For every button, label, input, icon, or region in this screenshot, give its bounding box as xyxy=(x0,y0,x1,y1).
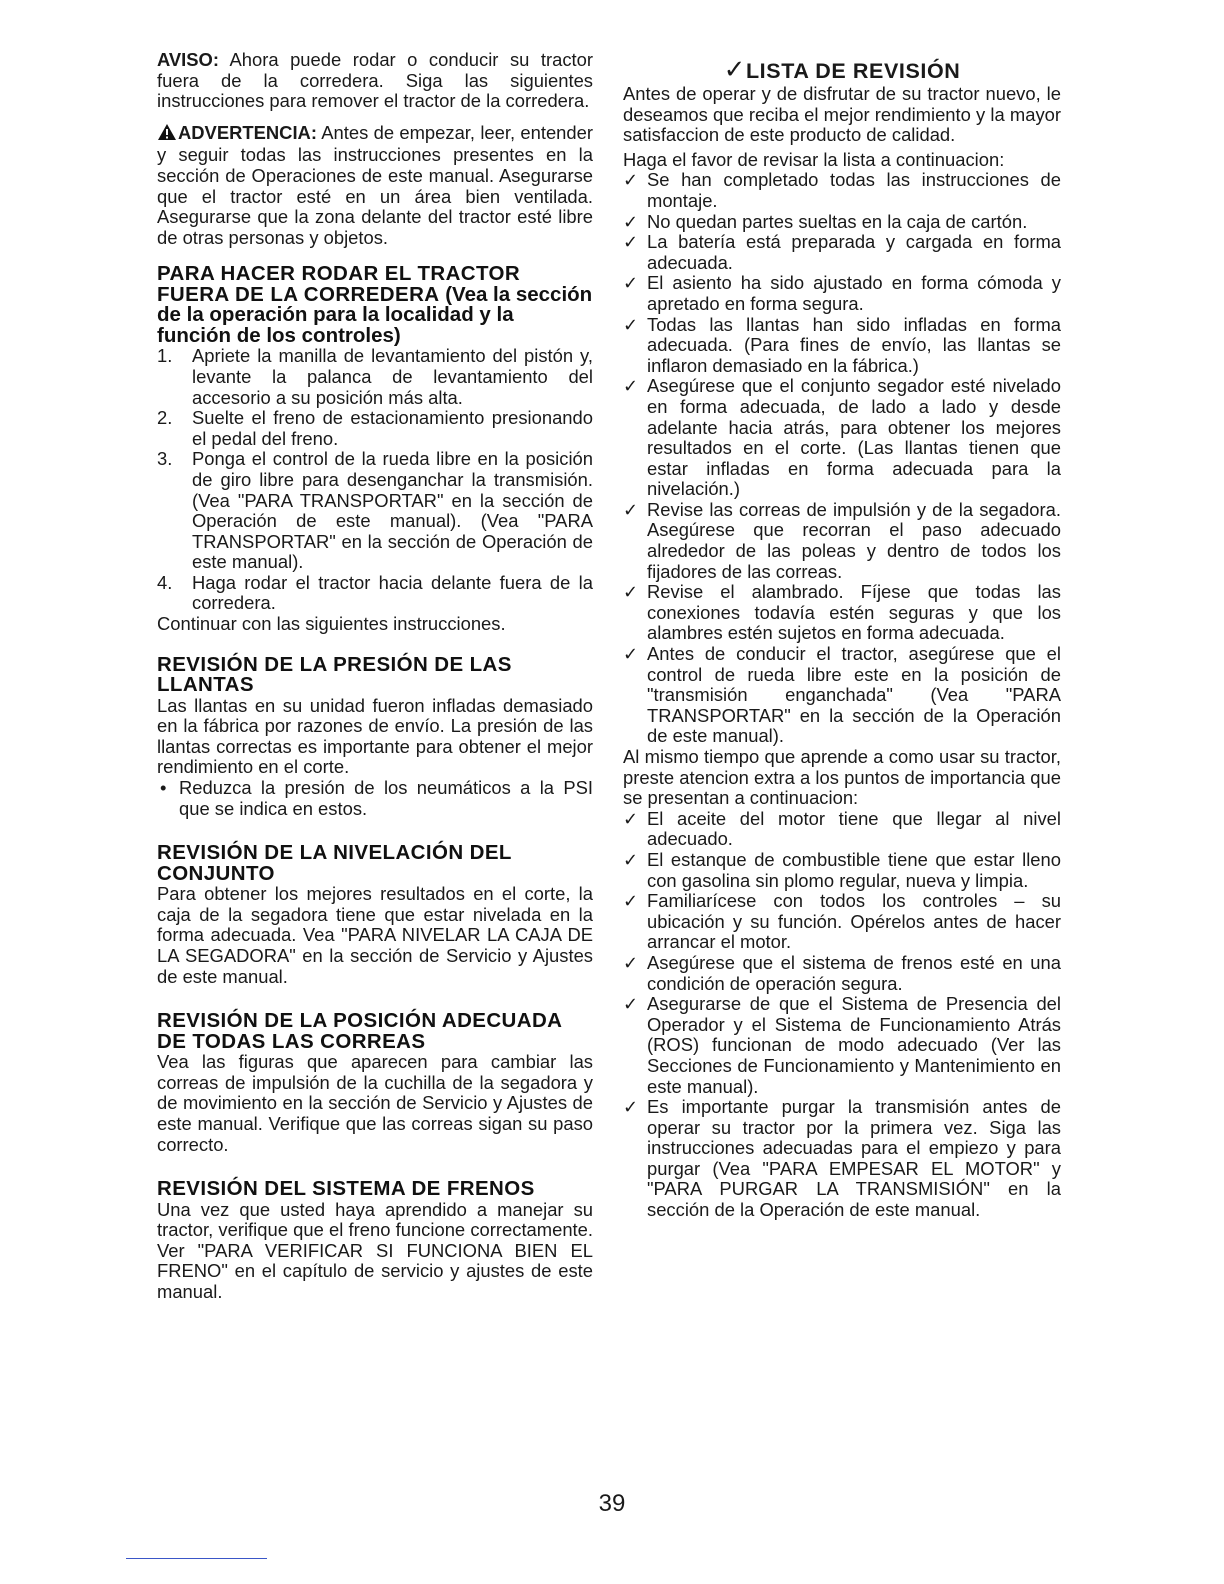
section-presion xyxy=(157,652,593,820)
heading-rodar-tail: (Vea la sección de la operación para la localidad y la función de los controles) xyxy=(157,282,593,347)
check-icon: ✓ xyxy=(623,952,639,973)
checklist-haga: Haga el favor de revisar la lista a continuacion: xyxy=(623,148,1005,170)
presion-text: Las llantas en su unidad fueron infladas demasiado en la fábrica por razones de envío. La presión de las llantas correctas es importante para obtener el mejor rendimiento en el corte. xyxy=(157,694,593,778)
check-icon: ✓ xyxy=(623,849,639,870)
section-nivelacion xyxy=(157,843,593,987)
check-icon: ✓ xyxy=(623,499,639,520)
checklist-title-text: LISTA DE REVISIÓN xyxy=(745,59,961,83)
bullet-icon: • xyxy=(160,777,167,799)
check-text: El aceite del motor tiene que llegar al nivel adecuado. xyxy=(647,807,1061,850)
list-item xyxy=(157,778,593,819)
list-item xyxy=(623,891,1061,953)
list-item xyxy=(623,809,1061,850)
check-text: Antes de conducir el tractor, asegúrese que el control de rueda libre este en la posición de "transmisión enganchada" (Vea "PARA TRANSPORTAR" en la sección de la Operación de este manual). xyxy=(647,643,1061,747)
step-number: 2. xyxy=(157,407,173,429)
section-frenos xyxy=(157,1179,593,1302)
aviso-label: AVISO: xyxy=(157,49,219,70)
heading-frenos: REVISIÓN DEL SISTEMA DE FRENOS xyxy=(157,1177,535,1201)
list-item xyxy=(623,644,1061,747)
heading-presion: REVISIÓN DE LA PRESIÓN DE LAS LLANTAS xyxy=(157,652,512,697)
list-item xyxy=(623,953,1061,994)
check-text: No quedan partes sueltas en la caja de cartón. xyxy=(647,210,1028,232)
step-number: 1. xyxy=(157,345,173,367)
step-number: 3. xyxy=(157,448,173,470)
check-icon: ✓ xyxy=(723,54,746,84)
check-icon: ✓ xyxy=(623,582,639,603)
heading-nivelacion: REVISIÓN DE LA NIVELACIÓN DEL CONJUNTO xyxy=(157,841,512,885)
right-column xyxy=(623,54,1061,1221)
list-item xyxy=(623,170,1061,211)
list-item xyxy=(623,850,1061,891)
check-icon: ✓ xyxy=(623,644,639,665)
list-item xyxy=(623,582,1061,644)
list-item xyxy=(623,994,1061,1097)
bullet-text: Reduzca la presión de los neumáticos a la PSI que se indica en estos. xyxy=(179,777,593,819)
list-item xyxy=(157,449,593,573)
footer-rule xyxy=(126,1558,267,1559)
section-rodar xyxy=(157,264,593,634)
frenos-text: Una vez que usted haya aprendido a manejar su tractor, verifique que el freno funcione correctamente. Ver "PARA VERIFICAR SI FUNCIONA BIEN EL FRENO" en el capítulo de servicio y ajustes de este manual. xyxy=(157,1198,593,1303)
checklist-intro: Antes de operar y de disfrutar de su tractor nuevo, le deseamos que reciba el mejor rendimiento y la mayor satisfaccion de este producto de calidad. xyxy=(623,83,1061,146)
left-column xyxy=(157,50,593,1303)
check-text: Revise el alambrado. Fíjese que todas las conexiones todavía estén seguras y que los alambres estén sujetos en forma adecuada. xyxy=(647,581,1061,644)
list-item xyxy=(623,1097,1061,1221)
list-item xyxy=(157,573,593,614)
list-item xyxy=(157,346,593,408)
step-text: Haga rodar el tractor hacia delante fuera de la corredera. xyxy=(192,571,593,614)
check-text: Es importante purgar la transmisión antes de operar su tractor por la primera vez. Siga las instrucciones adecuadas para el empiezo y para purgar (Vea "PARA EMPESAR EL MOTOR" y "PARA PURGAR LA TRANSMISIÓN" en la sección de la Operación de este manual. xyxy=(647,1096,1061,1221)
checklist-primary xyxy=(623,170,1061,747)
step-number: 4. xyxy=(157,571,173,593)
step-text: Suelte el freno de estacionamiento presionando el pedal del freno. xyxy=(192,407,593,449)
check-icon: ✓ xyxy=(623,994,639,1015)
heading-correas: REVISIÓN DE LA POSICIÓN ADECUADA DE TODAS LAS CORREAS xyxy=(157,1009,562,1053)
check-text: El asiento ha sido ajustado en forma cómoda y apretado en forma segura. xyxy=(647,272,1061,314)
check-icon: ✓ xyxy=(623,170,639,191)
heading-rodar-main: PARA HACER RODAR EL TRACTOR FUERA DE LA CORREDERA xyxy=(157,262,521,306)
warning-triangle-icon xyxy=(157,123,177,146)
check-text: Todas las llantas han sido infladas en forma adecuada. (Para fines de envío, las llantas se inflaron demasiado en la fábrica.) xyxy=(647,313,1061,376)
list-item xyxy=(623,273,1061,314)
check-text: Revise las correas de impulsión y de la segadora. Asegúrese que recorran el paso adecuado alrededor de las poleas y dentro de todos los fijadores de las correas. xyxy=(647,498,1061,582)
step-text: Ponga el control de la rueda libre en la posición de giro libre para desenganchar la transmisión. (Vea "PARA TRANSPORTAR" en la sección de Operación de este manual). (Vea "PARA TRANSPORTAR" en la sección de Operación de este manual). xyxy=(192,448,593,573)
advertencia-label: ADVERTENCIA: xyxy=(178,121,317,143)
list-item xyxy=(623,212,1061,233)
list-item xyxy=(623,315,1061,377)
check-text: Asegurarse de que el Sistema de Presencia del Operador y el Sistema de Funcionamiento Atrás (ROS) funcionan de modo adecuado (Ver las Secciones de Funcionamiento y Mantenimiento en este manual). xyxy=(647,993,1061,1097)
aviso-paragraph xyxy=(157,50,593,112)
check-text: Familiarícese con todos los controles – su ubicación y su función. Opérelos antes de hacer arrancar el motor. xyxy=(647,890,1061,953)
check-text: La batería está preparada y cargada en forma adecuada. xyxy=(647,231,1061,273)
aviso-text: Ahora puede rodar o conducir su tractor fuera de la corredera. Siga las siguientes instrucciones para remover el tractor de la corredera. xyxy=(157,49,593,112)
rodar-steps xyxy=(157,346,593,614)
check-text: Asegúrese que el conjunto segador esté nivelado en forma adecuada, de lado a lado y desde adelante hacia atrás, para obtener los mejores resultados en el corte. (Las llantas tienen que estar infladas en forma adecuada para la nivelación.) xyxy=(647,375,1061,500)
check-text: El estanque de combustible tiene que estar lleno con gasolina sin plomo regular, nueva y limpia. xyxy=(647,848,1061,891)
check-text: Se han completado todas las instrucciones de montaje. xyxy=(647,169,1061,211)
advertencia-text: Antes de empezar, leer, entender y seguir todas las instrucciones presentes en la sección de Operaciones de este manual. Asegurarse que el tractor esté en un área bien ventilada. Asegurarse que la zona delante del tractor esté libre de otras personas y objetos. xyxy=(157,121,593,248)
list-item xyxy=(623,232,1061,273)
check-icon: ✓ xyxy=(623,376,639,397)
correas-text: Vea las figuras que aparecen para cambiar las correas de impulsión de la cuchilla de la segadora y de movimiento en la sección de Servicio y Ajustes de este manual. Verifique que las correas sigan su paso correcto. xyxy=(157,1051,593,1155)
presion-bullets xyxy=(157,778,593,819)
checklist-secondary xyxy=(623,809,1061,1221)
check-icon: ✓ xyxy=(623,1097,639,1118)
heading-rodar xyxy=(157,264,593,346)
section-correas xyxy=(157,1011,593,1155)
list-item xyxy=(157,408,593,449)
check-icon: ✓ xyxy=(623,211,639,232)
check-icon: ✓ xyxy=(623,273,639,294)
check-text: Asegúrese que el sistema de frenos esté en una condición de operación segura. xyxy=(647,951,1061,994)
list-item xyxy=(623,376,1061,500)
check-icon: ✓ xyxy=(623,314,639,335)
nivelacion-text: Para obtener los mejores resultados en el corte, la caja de la segadora tiene que estar nivelada en la forma adecuada. Vea "PARA NIVELAR LA CAJA DE LA SEGADORA" en la sección de Servicio y Ajustes de este manual. xyxy=(157,883,593,987)
check-icon: ✓ xyxy=(623,891,639,912)
al-mismo-text: Al mismo tiempo que aprende a como usar su tractor, preste atencion extra a los puntos de importancia que se presentan a continuacion: xyxy=(623,746,1061,809)
check-icon: ✓ xyxy=(623,232,639,253)
step-text: Apriete la manilla de levantamiento del pistón y, levante la palanca de levantamiento del accesorio a su posición más alta. xyxy=(192,345,593,408)
checklist-title xyxy=(623,54,1061,84)
page-number: 39 xyxy=(598,1490,626,1517)
check-icon: ✓ xyxy=(623,808,639,829)
continuar-text: Continuar con las siguientes instrucciones. xyxy=(157,613,506,635)
list-item xyxy=(623,500,1061,582)
advertencia-paragraph xyxy=(157,123,593,249)
